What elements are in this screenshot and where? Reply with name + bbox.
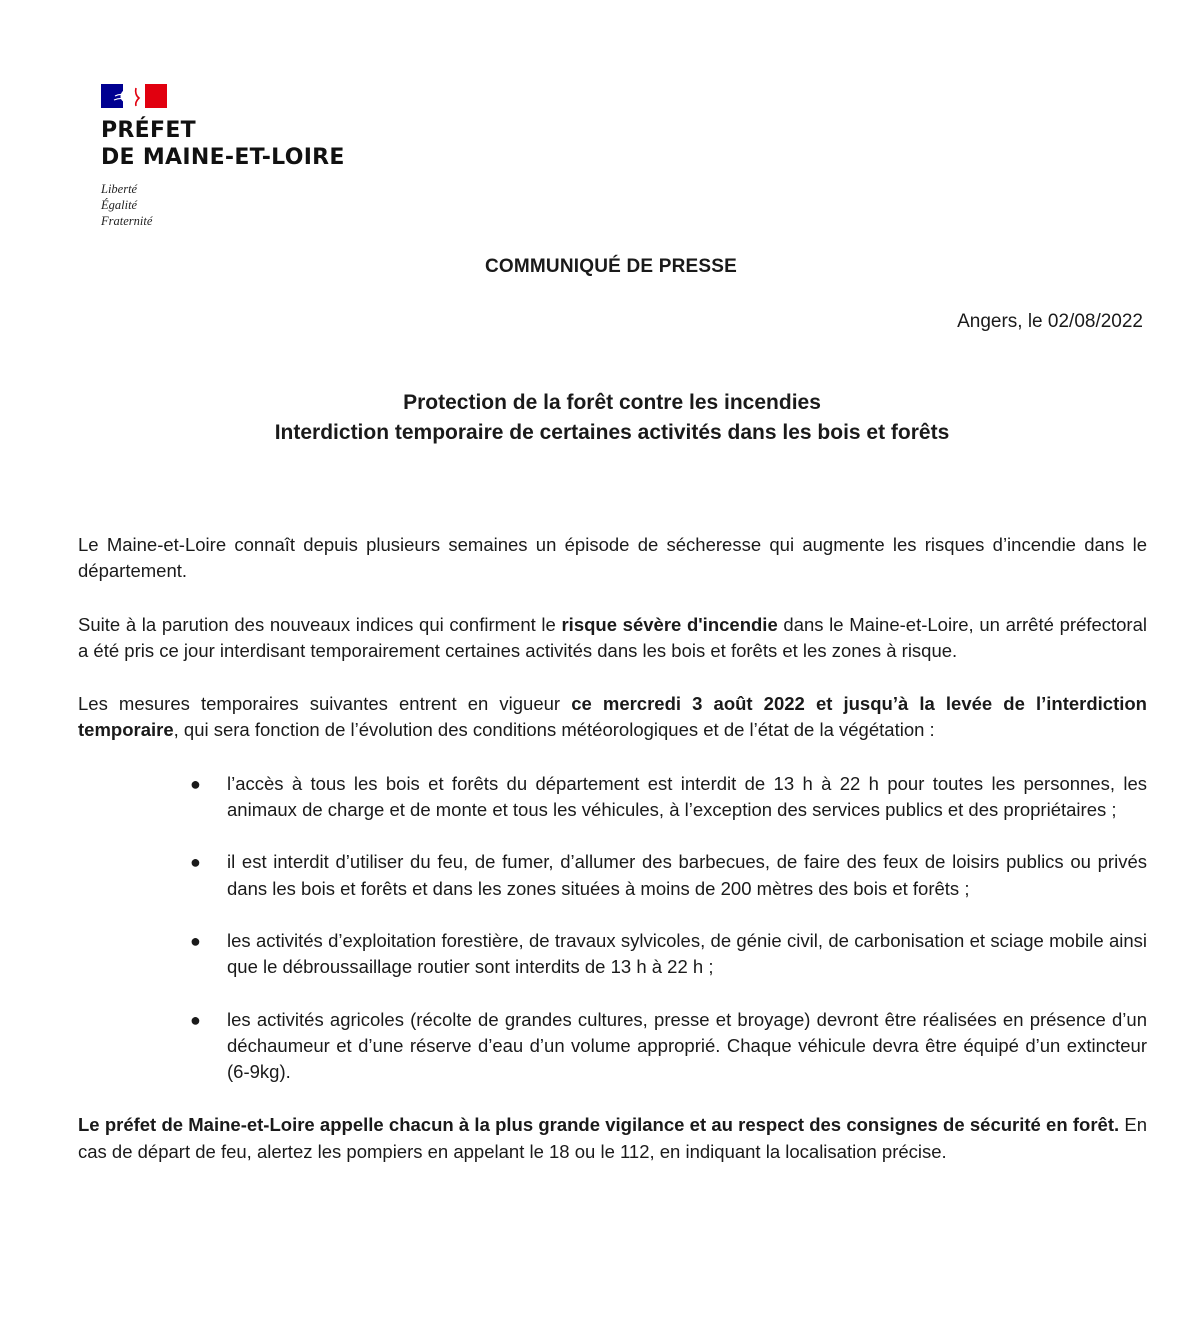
title-line-2: Interdiction temporaire de certaines activités dans les bois et forêts: [274, 421, 950, 444]
prefect-line-1: PRÉFET: [101, 118, 196, 143]
paragraph-vigilance-call: Le préfet de Maine-et-Loire appelle chacun à la plus grande vigilance et au respect des consignes de sécurité en forêt. En cas de départ de feu, alertez les pompiers en appelant le 18 ou le 112, en indiquant la localisation précise.: [78, 1114, 1147, 1162]
vigilance-emphasis: Le préfet de Maine-et-Loire appelle chacun à la plus grande vigilance et au respect des consignes de sécurité en forêt.: [78, 1114, 1120, 1136]
effective-date-emphasis: ce mercredi 3 août 2022 et jusqu’à la levée de l’interdiction temporaire: [78, 693, 1147, 741]
document-title: [0, 388, 1181, 448]
bullet-icon: ●: [190, 773, 201, 794]
prefecture-name: [101, 117, 345, 171]
list-item: ● il est interdit d’utiliser du feu, de fumer, d’allumer des barbecues, de faire des feux de loisirs publics ou privés dans les bois et forêts et dans les zones situées à moins de 200 mètres des bois et forêts ;: [190, 851, 1147, 899]
paragraph-drought-context: Le Maine-et-Loire connaît depuis plusieurs semaines un épisode de sécheresse qui augmente les risques d’incendie dans le département.: [78, 534, 1147, 582]
motto-fraternite: Fraternité: [101, 214, 153, 228]
motto-egalite: Égalité: [101, 198, 138, 212]
paragraph-prefectoral-order: Suite à la parution des nouveaux indices qui confirment le risque sévère d'incendie dans le Maine-et-Loire, un arrêté préfectoral a été pris ce jour interdisant temporairement certaines activités dans les bois et forêts et les zones à risque.: [78, 613, 1147, 661]
marianne-tricolor-flag-icon: [101, 84, 167, 108]
document-type: COMMUNIQUÉ DE PRESSE: [484, 256, 738, 277]
paragraph-measures-intro: Les mesures temporaires suivantes entrent en vigueur ce mercredi 3 août 2022 et jusqu’à la levée de l’interdiction temporaire, qui sera fonction de l’évolution des conditions météorologiques et de l’état de la végétation :: [78, 693, 1147, 741]
republic-motto: [101, 181, 345, 229]
list-item: ● les activités d’exploitation forestière, de travaux sylvicoles, de génie civil, de carbonisation et sciage mobile ainsi que le débroussaillage routier sont interdits de 13 h à 22 h ;: [190, 929, 1147, 978]
bullet-icon: ●: [190, 930, 201, 951]
prefect-line-2: DE MAINE-ET-LOIRE: [101, 145, 345, 170]
motto-liberte: Liberté: [101, 182, 138, 196]
press-release-body: [78, 532, 1147, 1192]
list-item: ● l’accès à tous les bois et forêts du département est interdit de 13 h à 22 h pour toutes les personnes, les animaux de charge et de monte et tous les véhicules, à l’exception des services publics et des propriétaires ;: [190, 772, 1147, 821]
list-item: ● les activités agricoles (récolte de grandes cultures, presse et broyage) devront être réalisées en présence d’un déchaumeur et d’une réserve d’eau d’un volume approprié. Chaque véhicule devra être équipé d’un extincteur (6-9kg).: [190, 1008, 1147, 1083]
severe-risk-emphasis: risque sévère d'incendie: [561, 613, 778, 635]
measures-list: [78, 771, 1147, 1086]
bullet-icon: ●: [190, 852, 201, 873]
prefecture-header: [101, 84, 345, 229]
document-date: Angers, le 02/08/2022: [957, 311, 1143, 332]
title-line-1: Protection de la forêt contre les incendies: [403, 391, 821, 414]
bullet-icon: ●: [190, 1009, 201, 1030]
